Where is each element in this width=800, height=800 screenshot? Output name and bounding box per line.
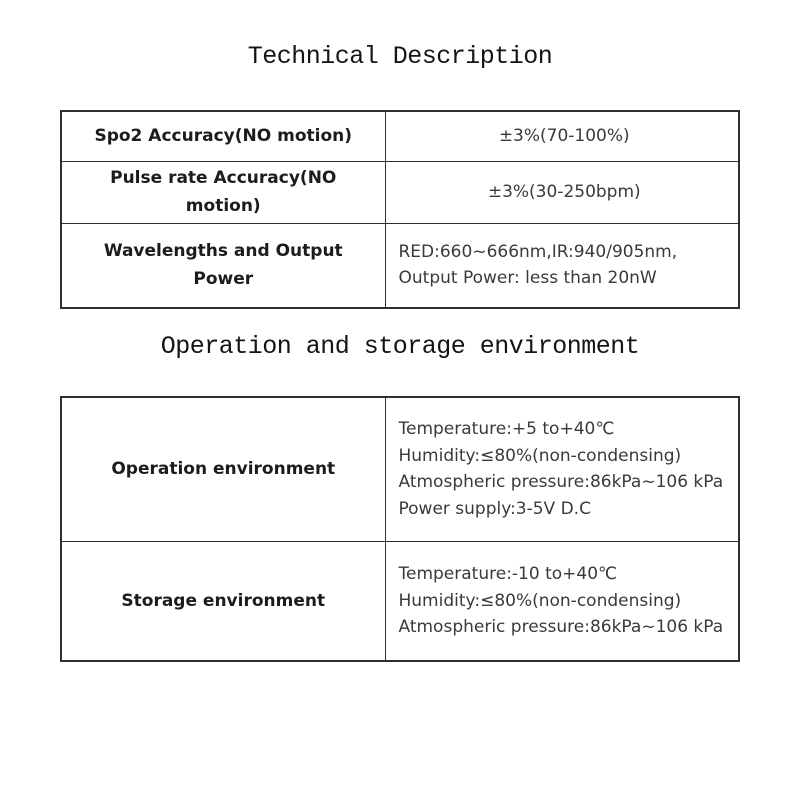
table-row-wavelengths-output-power xyxy=(61,223,739,308)
technical-description-table xyxy=(60,110,740,309)
value-line: Humidity:≤80%(non-condensing) xyxy=(398,590,682,611)
section-title-operation-storage-environment: Operation and storage environment xyxy=(160,332,640,361)
table-row-operation-environment xyxy=(61,397,739,541)
value-line: Humidity:≤80%(non-condensing) xyxy=(398,445,682,466)
row-value-operation-environment xyxy=(385,397,739,541)
table-row-spo2-accuracy xyxy=(61,111,739,161)
value-line: Temperature:+5 to+40℃ xyxy=(398,419,615,440)
operation-storage-environment-table xyxy=(60,396,740,662)
row-label-spo2-accuracy: Spo2 Accuracy(NO motion) xyxy=(61,111,385,161)
value-line: Atmospheric pressure:86kPa~106 kPa xyxy=(398,472,724,493)
value-line: Temperature:-10 to+40℃ xyxy=(398,564,618,584)
row-label-wavelengths-output-power: Wavelengths and Output Power xyxy=(61,223,385,308)
value-line: ±3%(30-250bpm) xyxy=(487,181,641,202)
value-line: RED:660~666nm,IR:940/905nm, xyxy=(398,241,678,262)
row-label-pulse-rate-accuracy: Pulse rate Accuracy(NO motion) xyxy=(61,161,385,223)
row-value-spo2-accuracy xyxy=(385,111,739,161)
table-row-storage-environment xyxy=(61,541,739,661)
value-line: Output Power: less than 20nW xyxy=(398,268,657,289)
value-line: Atmospheric pressure:86kPa~106 kPa xyxy=(398,617,724,637)
row-label-operation-environment: Operation environment xyxy=(61,397,385,541)
row-label-storage-environment: Storage environment xyxy=(61,541,385,661)
value-line: Power supply:3-5V D.C xyxy=(398,498,591,519)
value-line: ±3%(70-100%) xyxy=(498,126,630,146)
table-row-pulse-rate-accuracy xyxy=(61,161,739,223)
row-value-wavelengths-output-power xyxy=(385,223,739,308)
section-title-technical-description: Technical Description xyxy=(247,42,553,71)
row-value-storage-environment xyxy=(385,541,739,661)
row-value-pulse-rate-accuracy xyxy=(385,161,739,223)
